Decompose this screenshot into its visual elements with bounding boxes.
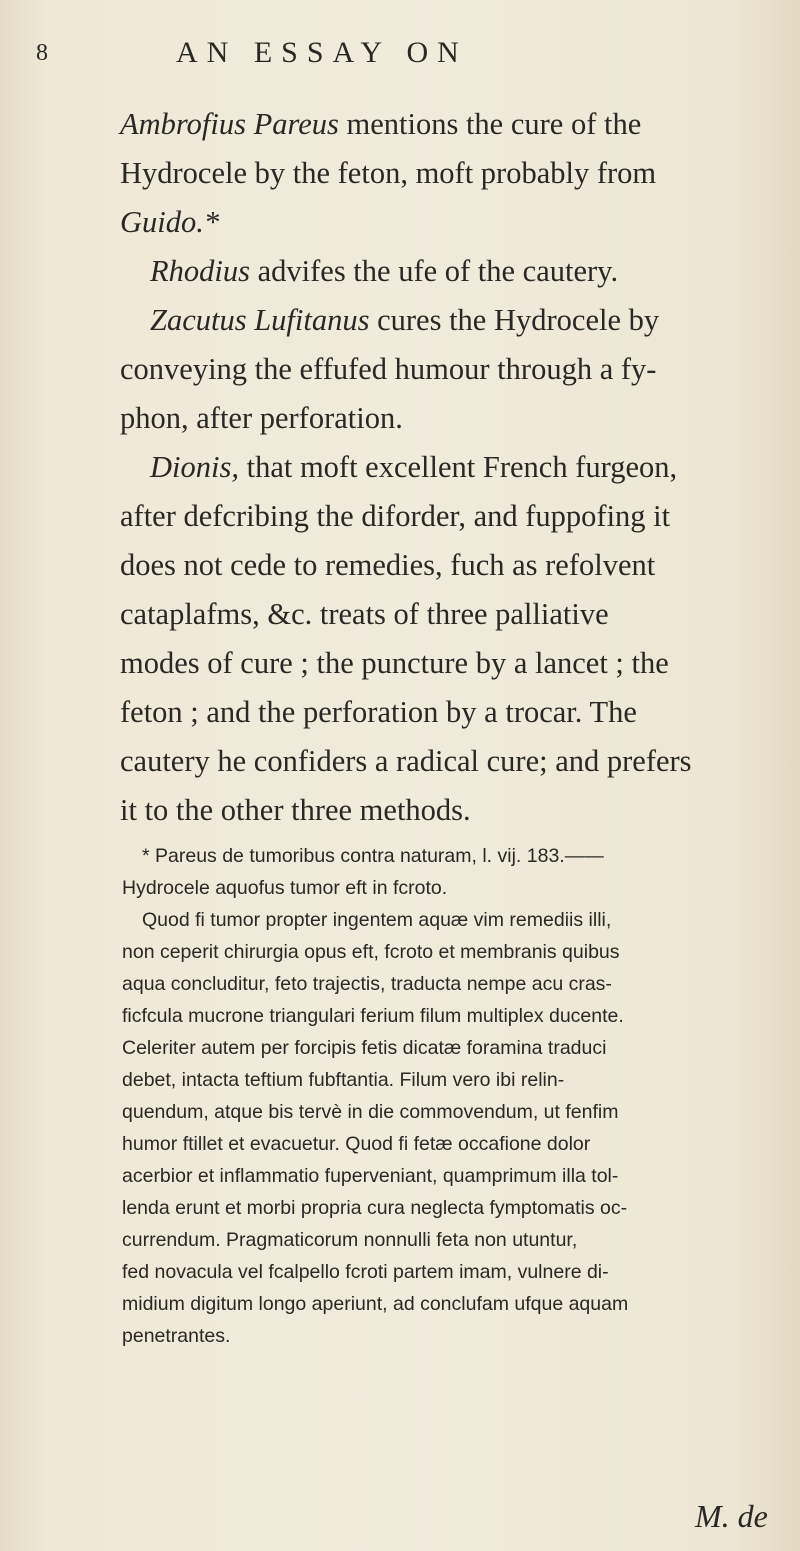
- text-line: [120, 590, 770, 639]
- footnote-line: penetrantes.: [122, 1325, 231, 1347]
- footnote-line: acerbior et inflammatio fuperveniant, quamprimum illa tol-: [122, 1165, 619, 1187]
- running-title: AN ESSAY ON: [176, 36, 468, 69]
- line-text: phon, after perforation.: [120, 401, 403, 435]
- paragraph: [120, 247, 770, 296]
- author-name: Guido.*: [120, 205, 220, 239]
- text-line: [120, 688, 770, 737]
- footnote-line: aqua concluditur, feto trajectis, traducta nempe acu cras-: [122, 973, 612, 995]
- footnote-line: humor ftillet et evacuetur. Quod fi fetæ occafione dolor: [122, 1133, 591, 1155]
- text-line: [120, 492, 770, 541]
- text-line: [120, 100, 770, 149]
- footnote-line: non ceperit chirurgia opus eft, fcroto et membranis quibus: [122, 941, 620, 963]
- footnote: [122, 840, 782, 1352]
- footnote-line: quendum, atque bis tervè in die commovendum, ut fenfim: [122, 1101, 619, 1123]
- text-line: [120, 443, 770, 492]
- text-line: [120, 639, 770, 688]
- footnote-line: * Pareus de tumoribus contra naturam, l. vij. 183.——: [142, 845, 604, 867]
- footnote-line: currendum. Pragmaticorum nonnulli feta non utuntur,: [122, 1229, 578, 1251]
- catchword: M. de: [695, 1498, 768, 1534]
- line-text: conveying the effufed humour through a fy-: [120, 352, 657, 386]
- text-line: [120, 394, 770, 443]
- footnote-line: lenda erunt et morbi propria cura neglecta fymptomatis oc-: [122, 1197, 628, 1219]
- line-text: cures the Hydrocele by: [369, 303, 660, 337]
- text-line: [120, 786, 770, 835]
- footnote-line: Celeriter autem per forcipis fetis dicatæ foramina traduci: [122, 1037, 607, 1059]
- line-text: it to the other three methods.: [120, 793, 471, 827]
- text-line: [120, 198, 770, 247]
- line-text: that moft excellent French furgeon,: [238, 450, 678, 484]
- text-line: [120, 345, 770, 394]
- line-text: Hydrocele by the feton, moft probably from: [120, 156, 657, 190]
- footnote-line: fed novacula vel fcalpello fcroti partem imam, vulnere di-: [122, 1261, 609, 1283]
- text-line: [120, 737, 770, 786]
- footnote-line: midium digitum longo aperiunt, ad conclufam ufque aquam: [122, 1293, 629, 1315]
- line-text: mentions the cure of the: [338, 107, 642, 141]
- line-text: modes of cure ; the puncture by a lancet ; the: [120, 646, 669, 680]
- paragraph: [120, 296, 770, 443]
- footnote-line: Quod fi tumor propter ingentem aquæ vim remediis illi,: [142, 909, 612, 931]
- author-name: Rhodius: [150, 254, 250, 288]
- text-line: [120, 247, 770, 296]
- line-text: feton ; and the perforation by a trocar. The: [120, 695, 637, 729]
- text-line: [120, 541, 770, 590]
- line-text: cautery he confiders a radical cure; and prefers: [120, 744, 692, 778]
- page-header: [36, 36, 766, 72]
- line-text: does not cede to remedies, fuch as refolvent: [120, 548, 656, 582]
- footnote-line: Hydrocele aquofus tumor eft in fcroto.: [122, 877, 448, 899]
- line-text: advifes the ufe of the cautery.: [249, 254, 619, 288]
- main-text: [120, 100, 770, 835]
- footnote-line: debet, intacta teftium fubftantia. Filum vero ibi relin-: [122, 1069, 565, 1091]
- author-name: Dionis,: [150, 450, 239, 484]
- footnote-line: ficfcula mucrone triangulari ferium filum multiplex ducente.: [122, 1005, 624, 1027]
- text-line: [120, 149, 770, 198]
- line-text: after defcribing the diforder, and fuppofing it: [120, 499, 671, 533]
- author-name: Ambrofius Pareus: [120, 107, 339, 141]
- author-name: Zacutus Lufitanus: [150, 303, 370, 337]
- paragraph: [120, 100, 770, 247]
- page-number: 8: [36, 40, 48, 66]
- paragraph: [120, 443, 770, 835]
- text-line: [120, 296, 770, 345]
- line-text: cataplafms, &c. treats of three palliative: [120, 597, 609, 631]
